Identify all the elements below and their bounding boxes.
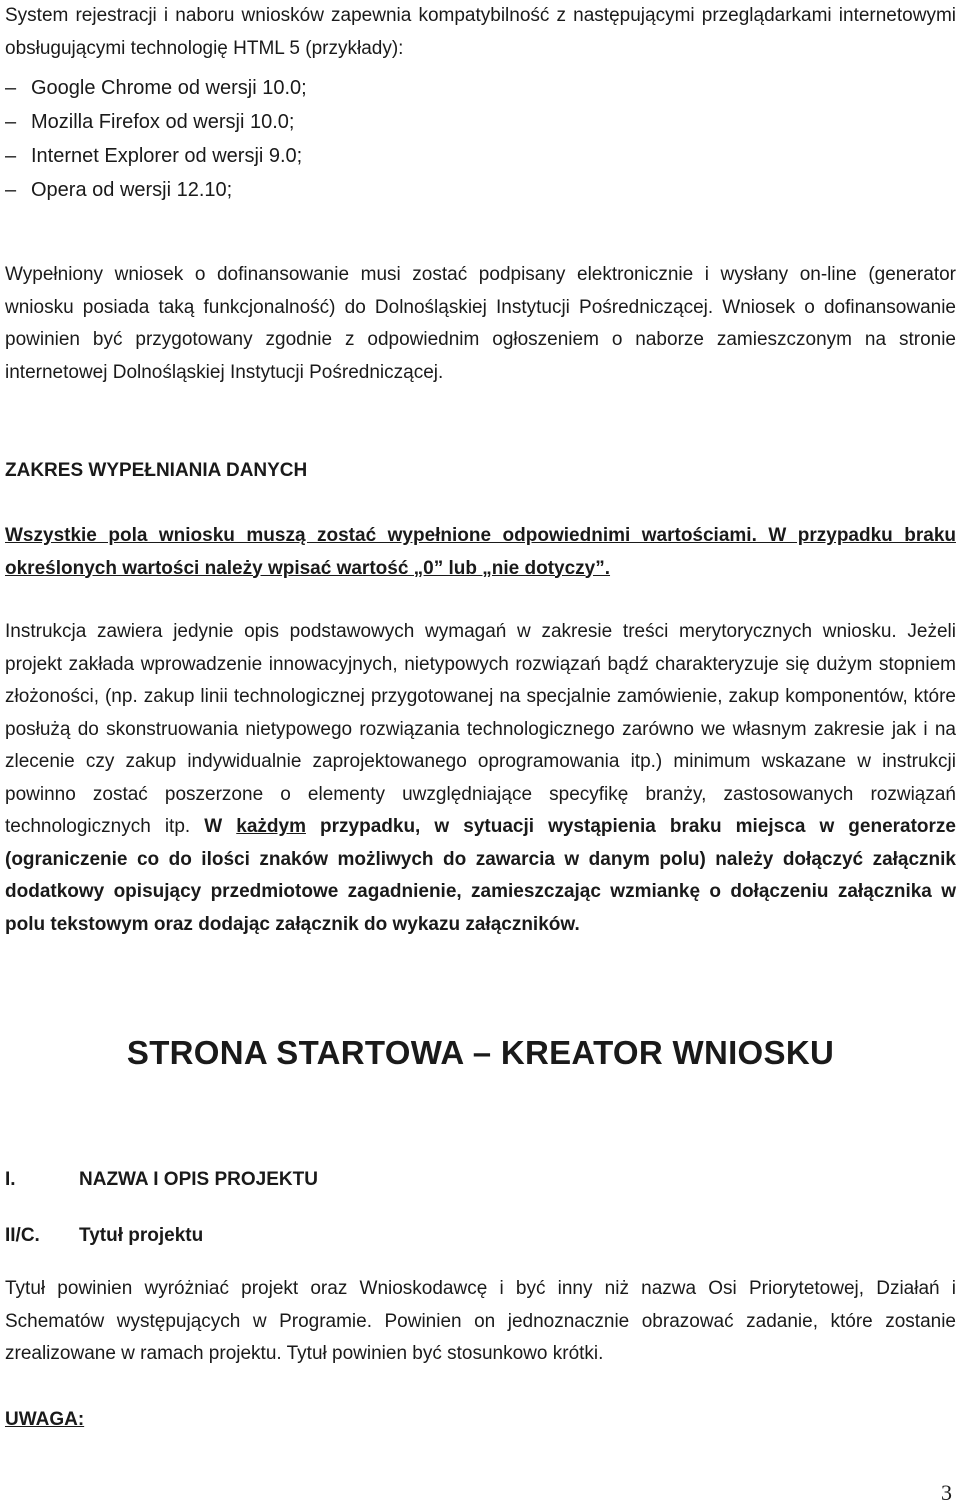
list-item [5, 71, 307, 105]
title-description: Tytuł powinien wyróżniać projekt oraz Wnioskodawcę i być inny niż nazwa Osi Priorytetowej, Działań i Schematów występujących w Programie. Powinien on jednoznacznie obrazować zadanie, które zostanie zrealizowane w ramach projektu. Tytuł powinien być stosunkowo krótki. [5, 1278, 956, 1364]
page-number: 3 [941, 1480, 952, 1505]
list-item [5, 105, 307, 139]
section-title: Tytuł projektu [79, 1225, 204, 1246]
browser-list [5, 71, 307, 207]
dash-bullet-icon: – [5, 111, 17, 133]
browser-ie: Internet Explorer od wersji 9.0; [31, 145, 303, 167]
section-title: NAZWA I OPIS PROJEKTU [79, 1169, 318, 1190]
browser-chrome: Google Chrome od wersji 10.0; [31, 77, 307, 99]
uwaga-label: UWAGA: [5, 1409, 85, 1430]
instruction-text: Instrukcja zawiera jedynie opis podstawowych wymagań w zakresie treści merytorycznych wniosku. Jeżeli projekt zakłada wprowadzenie innowacyjnych, nietypowych rozwiązań bądź charakteryzuje się dużym stopniem złożoności, (np. zakup linii technologicznej przygotowanej na specjalnie zamówienie, zakup komponentów, które posłużą do skonstruowania nietypowego rozwiązania technologicznego zarówno we własnym zakresie jak i na zlecenie czy zakup indywidualnie zaprojektowanego oprogramowania itp.) minimum wskazane w instrukcji powinno zostać poszerzone o elementy uwzględniające specyfikę branży, zastosowanych rozwiązań technologicznych itp. [5, 621, 956, 837]
scope-note: Wszystkie pola wniosku muszą zostać wypełnione odpowiednimi wartościami. W przypadku braku określonych wartości należy wpisać wartość „0” lub „nie dotyczy”. [5, 525, 956, 579]
instruction-bold-start: W [204, 816, 237, 837]
signed-paragraph: Wypełniony wniosek o dofinansowanie musi zostać podpisany elektronicznie i wysłany on-line (generator wniosku posiada taką funkcjonalność) do Dolnośląskiej Instytucji Pośredniczącej. Wniosek o dofinansowanie powinien być przygotowany zgodnie z odpowiednim ogłoszeniem o naborze zamieszczonym na stronie internetowej Dolnośląskiej Instytucji Pośredniczącej. [5, 264, 956, 383]
main-heading: STRONA STARTOWA – KREATOR WNIOSKU [126, 1034, 835, 1071]
instruction-paragraph [5, 616, 956, 941]
scope-heading: ZAKRES WYPEŁNIANIA DANYCH [5, 460, 308, 481]
instruction-bold-underlined: każdym [236, 816, 306, 837]
intro-paragraph: System rejestracji i naboru wniosków zapewnia kompatybilność z następującymi przeglądarkami internetowymi obsługującymi technologię HTML 5 (przykłady): [5, 5, 956, 59]
list-item [5, 173, 307, 207]
section-heading-1 [5, 1165, 318, 1195]
list-item [5, 139, 307, 173]
section-number: II/C. [5, 1225, 40, 1246]
section-heading-2 [5, 1221, 203, 1251]
dash-bullet-icon: – [5, 179, 17, 201]
section-number: I. [5, 1169, 16, 1190]
dash-bullet-icon: – [5, 77, 17, 99]
instruction-bold-rest: przypadku, w sytuacji wystąpienia braku miejsca w generatorze (ograniczenie co do ilości znaków możliwych do zawarcia w danym polu) należy dołączyć załącznik dodatkowy opisujący przedmiotowe zagadnienie, zamieszczając wzmiankę o dołączeniu załącznika w polu tekstowym oraz dodając załącznik do wykazu załączników. [5, 816, 957, 935]
browser-opera: Opera od wersji 12.10; [31, 179, 233, 201]
dash-bullet-icon: – [5, 145, 17, 167]
browser-firefox: Mozilla Firefox od wersji 10.0; [31, 111, 295, 133]
